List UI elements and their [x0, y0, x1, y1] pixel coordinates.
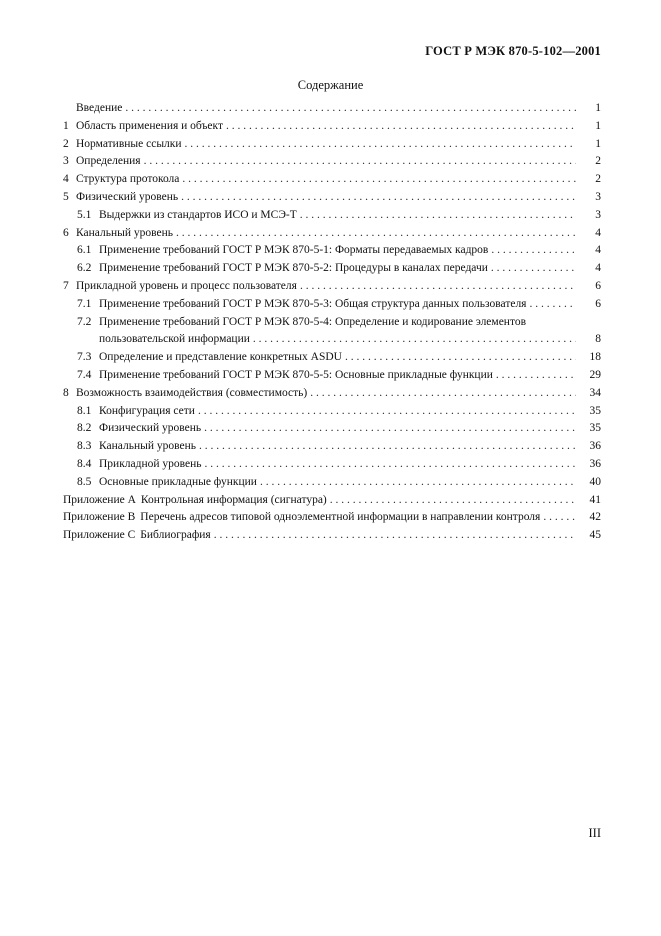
toc-entry: [63, 298, 601, 316]
toc-entry-page: 45: [589, 529, 601, 542]
toc-entry-label: Контрольная информация (сигнатура): [140, 493, 327, 506]
toc-entry-label: Прикладной уровень: [99, 457, 202, 470]
toc-entry: [63, 227, 601, 245]
toc-entry-page: 8: [595, 333, 601, 346]
toc-entry-label: Физический уровень: [76, 190, 179, 203]
toc-entry: [63, 316, 601, 334]
toc-entry: [63, 280, 601, 298]
dot-leader: [491, 262, 576, 274]
toc-entry: [63, 191, 601, 209]
dot-leader: [205, 458, 576, 470]
toc-entry-number: 8: [63, 386, 69, 399]
toc-entry-label: Физический уровень: [99, 422, 202, 435]
toc-entry-page: 29: [589, 368, 601, 381]
toc-entry: [63, 476, 601, 494]
toc-entry-page: 6: [595, 279, 601, 292]
toc-entry: [63, 494, 601, 512]
toc-entry-label-continued: пользовательской информации: [99, 333, 250, 346]
toc-entry: [63, 405, 601, 423]
toc-entry-page: 2: [595, 155, 601, 168]
toc-entry-page: 40: [589, 475, 601, 488]
toc-entry-page: 34: [589, 386, 601, 399]
toc-entry-number: 6.1: [77, 244, 92, 257]
toc-entry-label: Библиография: [140, 529, 211, 542]
toc-entry-page: 3: [595, 190, 601, 203]
toc-entry: [63, 440, 601, 458]
toc-entry-number: 7.3: [77, 351, 92, 364]
dot-leader: [214, 529, 576, 541]
toc-entry: [63, 102, 601, 120]
toc-entry-number: 5.1: [77, 208, 92, 221]
toc-entry-number: Приложение В: [63, 511, 136, 524]
toc-entry-label: Основные прикладные функции: [99, 475, 257, 488]
dot-leader: [226, 120, 576, 132]
toc-entry: [63, 173, 601, 191]
toc-entry: [63, 244, 601, 262]
toc-entry-page: 1: [595, 102, 601, 114]
dot-leader: [345, 351, 576, 363]
toc-entry-label: Нормативные ссылки: [76, 137, 182, 150]
toc-entry-label: Выдержки из стандартов ИСО и МСЭ-Т: [99, 208, 297, 221]
page-number: III: [588, 826, 601, 840]
toc-entry-number: 8.4: [77, 457, 92, 470]
toc-entry: [63, 138, 601, 156]
dot-leader: [496, 369, 576, 381]
toc-entry: [63, 262, 601, 280]
toc-entry-number: 3: [63, 155, 69, 168]
toc-entry-number: 8.3: [77, 440, 92, 453]
toc-entry-label: Конфигурация сети: [99, 404, 195, 417]
toc-entry: [63, 120, 601, 138]
toc-entry-page: 36: [589, 440, 601, 453]
toc-entry: [63, 529, 601, 547]
toc-entry: [63, 387, 601, 405]
toc-entry-page: 18: [589, 351, 601, 364]
toc-entry-page: 1: [595, 137, 601, 150]
toc-entry-page: 4: [595, 226, 601, 239]
toc-entry-number: 7.4: [77, 368, 92, 381]
dot-leader: [144, 155, 576, 167]
toc-entry-number: 6: [63, 226, 69, 239]
toc-entry-page: 42: [589, 511, 601, 524]
toc-entry-number: 6.2: [77, 262, 92, 275]
dot-leader: [310, 387, 576, 399]
toc-entry-number: Приложение А: [63, 493, 136, 506]
dot-leader: [181, 191, 576, 203]
toc-entry-page: 1: [595, 119, 601, 132]
toc-entry: [63, 422, 601, 440]
toc-entry-number: 5: [63, 190, 69, 203]
toc-entry: [63, 333, 601, 351]
toc-entry-page: 35: [589, 404, 601, 417]
toc-entry: [63, 209, 601, 227]
toc-entry-page: 35: [589, 422, 601, 435]
toc-entry-label: Применение требований ГОСТ Р МЭК 870-5-5: Основные прикладные функции: [99, 368, 493, 381]
contents-title: Содержание: [297, 78, 364, 92]
toc-entry-page: 6: [595, 297, 601, 310]
dot-leader: [491, 244, 576, 256]
toc-entry-number: 4: [63, 173, 69, 186]
toc-entry-label: Прикладной уровень и процесс пользователя: [76, 279, 297, 292]
toc-entry-label: Канальный уровень: [76, 226, 173, 239]
dot-leader: [198, 405, 576, 417]
toc-entry-page: 36: [589, 457, 601, 470]
toc-entry-number: 8.5: [77, 475, 92, 488]
toc-entry-number: 7.1: [77, 297, 92, 310]
toc-entry-label: Возможность взаимодействия (совместимость): [76, 386, 308, 399]
toc-entry-number: 8.2: [77, 422, 92, 435]
toc-entry-number: 7: [63, 279, 69, 292]
toc-entry-number: 1: [63, 119, 69, 132]
dot-leader: [185, 138, 576, 150]
toc-entry-label: Определение и представление конкретных ASDU: [99, 351, 342, 364]
table-of-contents: [63, 102, 601, 547]
toc-entry-page: 4: [595, 262, 601, 275]
toc-entry-label: Применение требований ГОСТ Р МЭК 870-5-3: Общая структура данных пользователя: [99, 297, 527, 310]
document-id-header: ГОСТ Р МЭК 870-5-102—2001: [425, 44, 601, 58]
toc-entry-number: 7.2: [77, 315, 92, 328]
toc-entry-label: Канальный уровень: [99, 440, 196, 453]
toc-entry-label: Применение требований ГОСТ Р МЭК 870-5-2: Процедуры в каналах передачи: [99, 262, 488, 275]
dot-leader: [182, 173, 576, 185]
toc-entry-page: 41: [589, 493, 601, 506]
toc-entry-label: Область применения и объект: [76, 119, 223, 132]
toc-entry-number: 2: [63, 137, 69, 150]
toc-entry-label: Структура протокола: [76, 173, 180, 186]
toc-entry-number: 8.1: [77, 404, 92, 417]
toc-entry-label: Перечень адресов типовой одноэлементной информации в направлении контроля: [140, 511, 541, 524]
toc-entry-label: Применение требований ГОСТ Р МЭК 870-5-4: Определение и кодирование элементов: [99, 315, 527, 328]
toc-entry-number: Приложение С: [63, 529, 136, 542]
toc-entry-label: Введение: [76, 102, 123, 114]
dot-leader: [529, 298, 576, 310]
dot-leader: [176, 227, 576, 239]
toc-entry: [63, 155, 601, 173]
dot-leader: [300, 280, 576, 292]
toc-entry-page: 2: [595, 173, 601, 186]
toc-entry: [63, 511, 601, 529]
dot-leader: [204, 422, 576, 434]
dot-leader: [330, 494, 576, 506]
toc-entry: [63, 369, 601, 387]
toc-entry-page: 3: [595, 208, 601, 221]
toc-entry: [63, 458, 601, 476]
dot-leader: [125, 102, 576, 114]
toc-entry-label: Применение требований ГОСТ Р МЭК 870-5-1: Форматы передаваемых кадров: [99, 244, 489, 257]
dot-leader: [253, 333, 576, 345]
dot-leader: [199, 440, 576, 452]
toc-entry: [63, 351, 601, 369]
dot-leader: [543, 511, 576, 523]
toc-entry-label: Определения: [76, 155, 141, 168]
dot-leader: [300, 209, 576, 221]
toc-entry-page: 4: [595, 244, 601, 257]
dot-leader: [260, 476, 576, 488]
